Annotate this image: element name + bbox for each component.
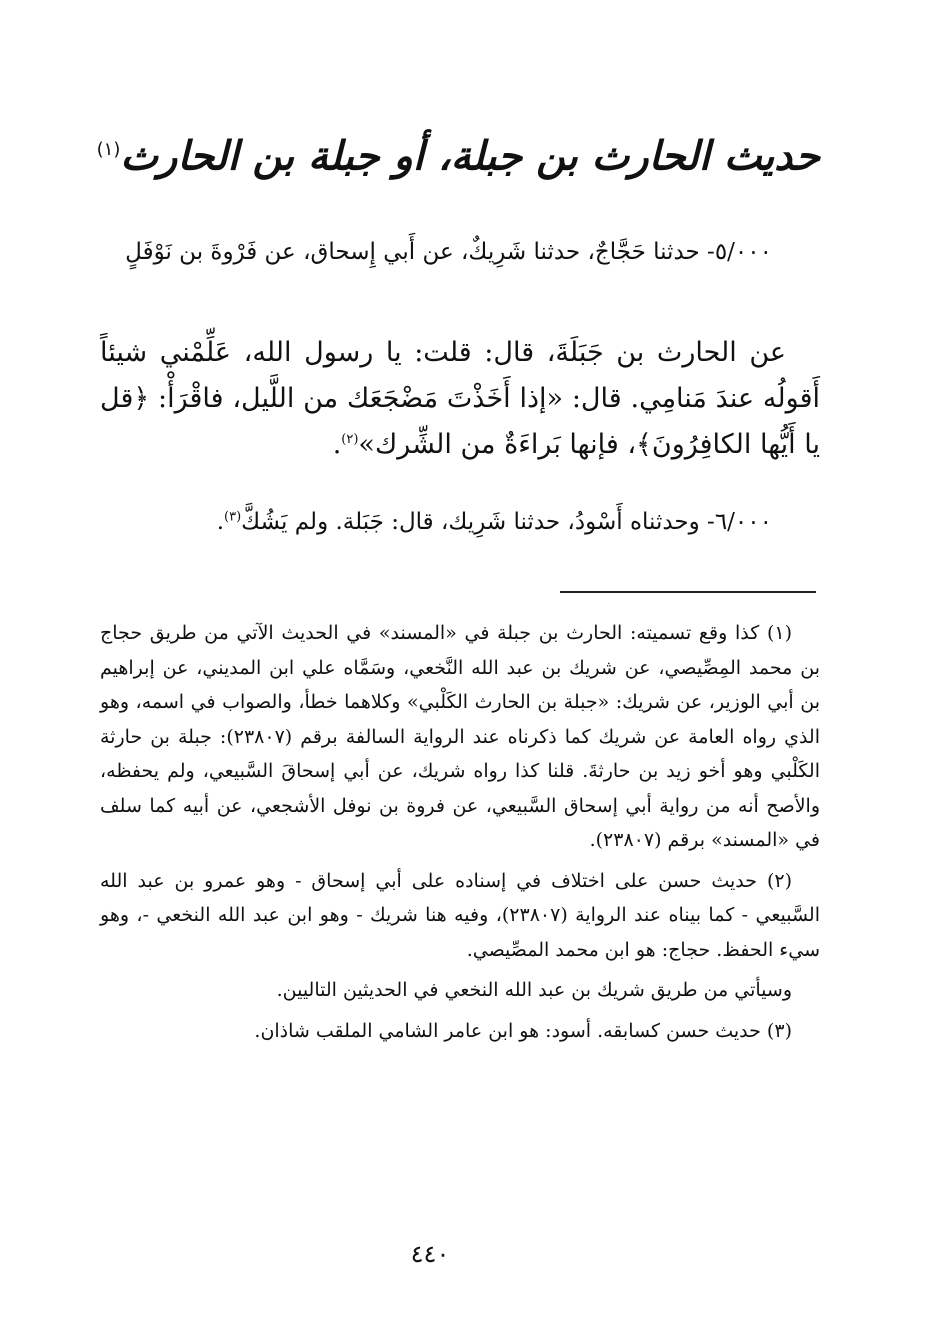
- chapter-title-text: حديث الحارث بن جبلة، أو جبلة بن الحارث: [120, 133, 820, 180]
- footnote-1: (١) كذا وقع تسميته: الحارث بن جبلة في «المسند» في الحديث الآتي من طريق حجاج بن محمد المِصِّيصي، عن شريك بن عبد الله النَّخعي، وسَمَّاه علي ابن المديني، عن إبراهيم بن أبي الوزير، عن شريك: «جبلة بن الحارث الكَلْبي» وكلاهما خطأ، والصواب في اسمه، وهو الذي رواه العامة عن شريك كما ذكرناه عند الرواية السالفة برقم (٢٣٨٠٧): جبلة بن حارثة الكَلْبي وهو أخو زيد بن حارثةَ. قلنا كذا رواه شريك، عن أبي إسحاقَ السَّبيعي، ولم يحفظه، والأصح أنه من رواية أبي إسحاق السَّبيعي، عن فروة بن نوفل الأشجعي، عن أبيه كما سلف في «المسند» برقم (٢٣٨٠٧).: [100, 622, 820, 851]
- footnote-separator: [560, 591, 816, 593]
- hadith-6-text: ٦/٠٠٠- وحدثناه أَسْودُ، حدثنا شَرِيك، قال: جَبَلة. ولم يَشُكَّ: [241, 509, 772, 535]
- hadith-5-end-mark: .: [332, 429, 342, 460]
- hadith-5-matn: [100, 330, 820, 468]
- footnotes: [100, 616, 820, 1054]
- hadith-5-footnote-marker: (٢): [341, 432, 359, 447]
- chapter-title: [96, 118, 820, 188]
- hadith-6: [100, 502, 820, 542]
- hadith-5-isnad-text: ٥/٠٠٠- حدثنا حَجَّاجٌ، حدثنا شَرِيكٌ، عن أَبي إِسحاق، عن فَرْوةَ بن نَوْفَلٍ: [125, 239, 772, 265]
- footnote-3: (٣) حديث حسن كسابقه. أسود: هو ابن عامر الشامي الملقب شاذان.: [254, 1019, 792, 1042]
- footnote-2: (٢) حديث حسن على اختلاف في إسناده على أبي إسحاق - وهو عمرو بن عبد الله السَّبيعي - كما بيناه عند الرواية (٢٣٨٠٧)، وفيه هنا شريك - وهو ابن عبد الله النخعي -، وهو سيء الحفظ. حجاج: هو ابن محمد المصِّيصي.: [100, 869, 820, 961]
- title-footnote-marker: (١): [96, 139, 121, 160]
- hadith-6-end-mark: .: [216, 509, 224, 535]
- footnote-2-continued: وسيأتي من طريق شريك بن عبد الله النخعي في الحديثين التاليين.: [276, 979, 792, 1001]
- hadith-5-matn-text: عن الحارث بن جَبَلَةَ، قال: قلت: يا رسول الله، عَلِّمْني شيئاً أَقولُه عندَ مَنامِي. قال: «إذا أَخَذْتَ مَضْجَعَك من اللَّيل، فاقْرَأْ: ﴿قل يا أَيُّها الكافِرُونَ﴾، فإنها بَراءَةٌ من الشِّرك»: [100, 337, 820, 460]
- page-number: ٤٤٠: [410, 1240, 450, 1268]
- hadith-6-footnote-marker: (٣): [224, 509, 242, 525]
- hadith-5-isnad: [100, 228, 820, 276]
